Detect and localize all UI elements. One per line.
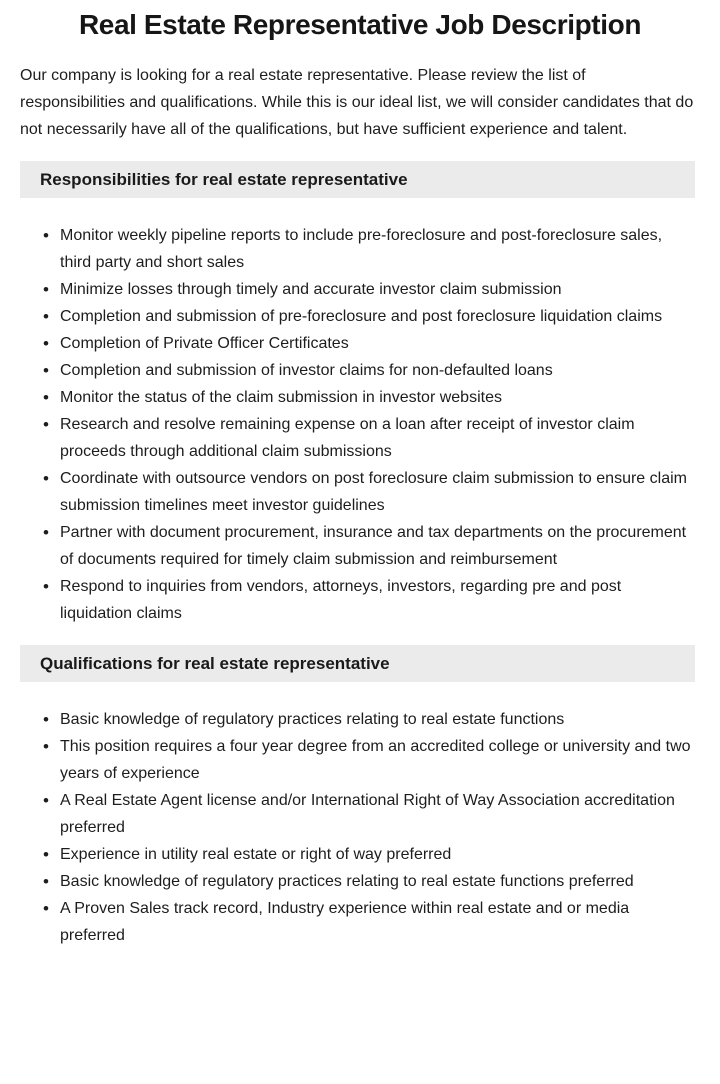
list-item: • Experience in utility real estate or right of way preferred bbox=[60, 841, 694, 868]
list-item: • A Proven Sales track record, Industry experience within real estate and or media preferred bbox=[60, 895, 694, 949]
list-item: • Completion of Private Officer Certificates bbox=[60, 330, 694, 357]
list-item: • Monitor the status of the claim submission in investor websites bbox=[60, 384, 694, 411]
sections-container bbox=[0, 161, 720, 949]
list-item: • Completion and submission of pre-foreclosure and post foreclosure liquidation claims bbox=[60, 303, 694, 330]
section-heading: Responsibilities for real estate representative bbox=[20, 161, 695, 198]
bullet-list bbox=[20, 222, 694, 627]
list-item: • Basic knowledge of regulatory practices relating to real estate functions bbox=[60, 706, 694, 733]
list-item: • Partner with document procurement, insurance and tax departments on the procurement of documents required for timely claim submission and reimbursement bbox=[60, 519, 694, 573]
job-section bbox=[0, 161, 720, 627]
list-item: • Basic knowledge of regulatory practices relating to real estate functions preferred bbox=[60, 868, 694, 895]
list-item: • Respond to inquiries from vendors, attorneys, investors, regarding pre and post liquidation claims bbox=[60, 573, 694, 627]
list-item: • Research and resolve remaining expense on a loan after receipt of investor claim proceeds through additional claim submissions bbox=[60, 411, 694, 465]
list-item: • Monitor weekly pipeline reports to include pre-foreclosure and post-foreclosure sales, third party and short sales bbox=[60, 222, 694, 276]
list-item: • A Real Estate Agent license and/or International Right of Way Association accreditation preferred bbox=[60, 787, 694, 841]
section-heading: Qualifications for real estate representative bbox=[20, 645, 695, 682]
bullet-list bbox=[20, 706, 694, 949]
list-item: • Completion and submission of investor claims for non-defaulted loans bbox=[60, 357, 694, 384]
list-item: • Minimize losses through timely and accurate investor claim submission bbox=[60, 276, 694, 303]
job-section bbox=[0, 645, 720, 949]
list-item: • Coordinate with outsource vendors on post foreclosure claim submission to ensure claim submission timelines meet investor guidelines bbox=[60, 465, 694, 519]
intro-paragraph: Our company is looking for a real estate representative. Please review the list of responsibilities and qualifications. While this is our ideal list, we will consider candidates that do not necessarily have all of the qualifications, but have sufficient experience and talent. bbox=[20, 67, 694, 138]
page-title: Real Estate Representative Job Description bbox=[78, 9, 642, 40]
list-item: • This position requires a four year degree from an accredited college or university and two years of experience bbox=[60, 733, 694, 787]
